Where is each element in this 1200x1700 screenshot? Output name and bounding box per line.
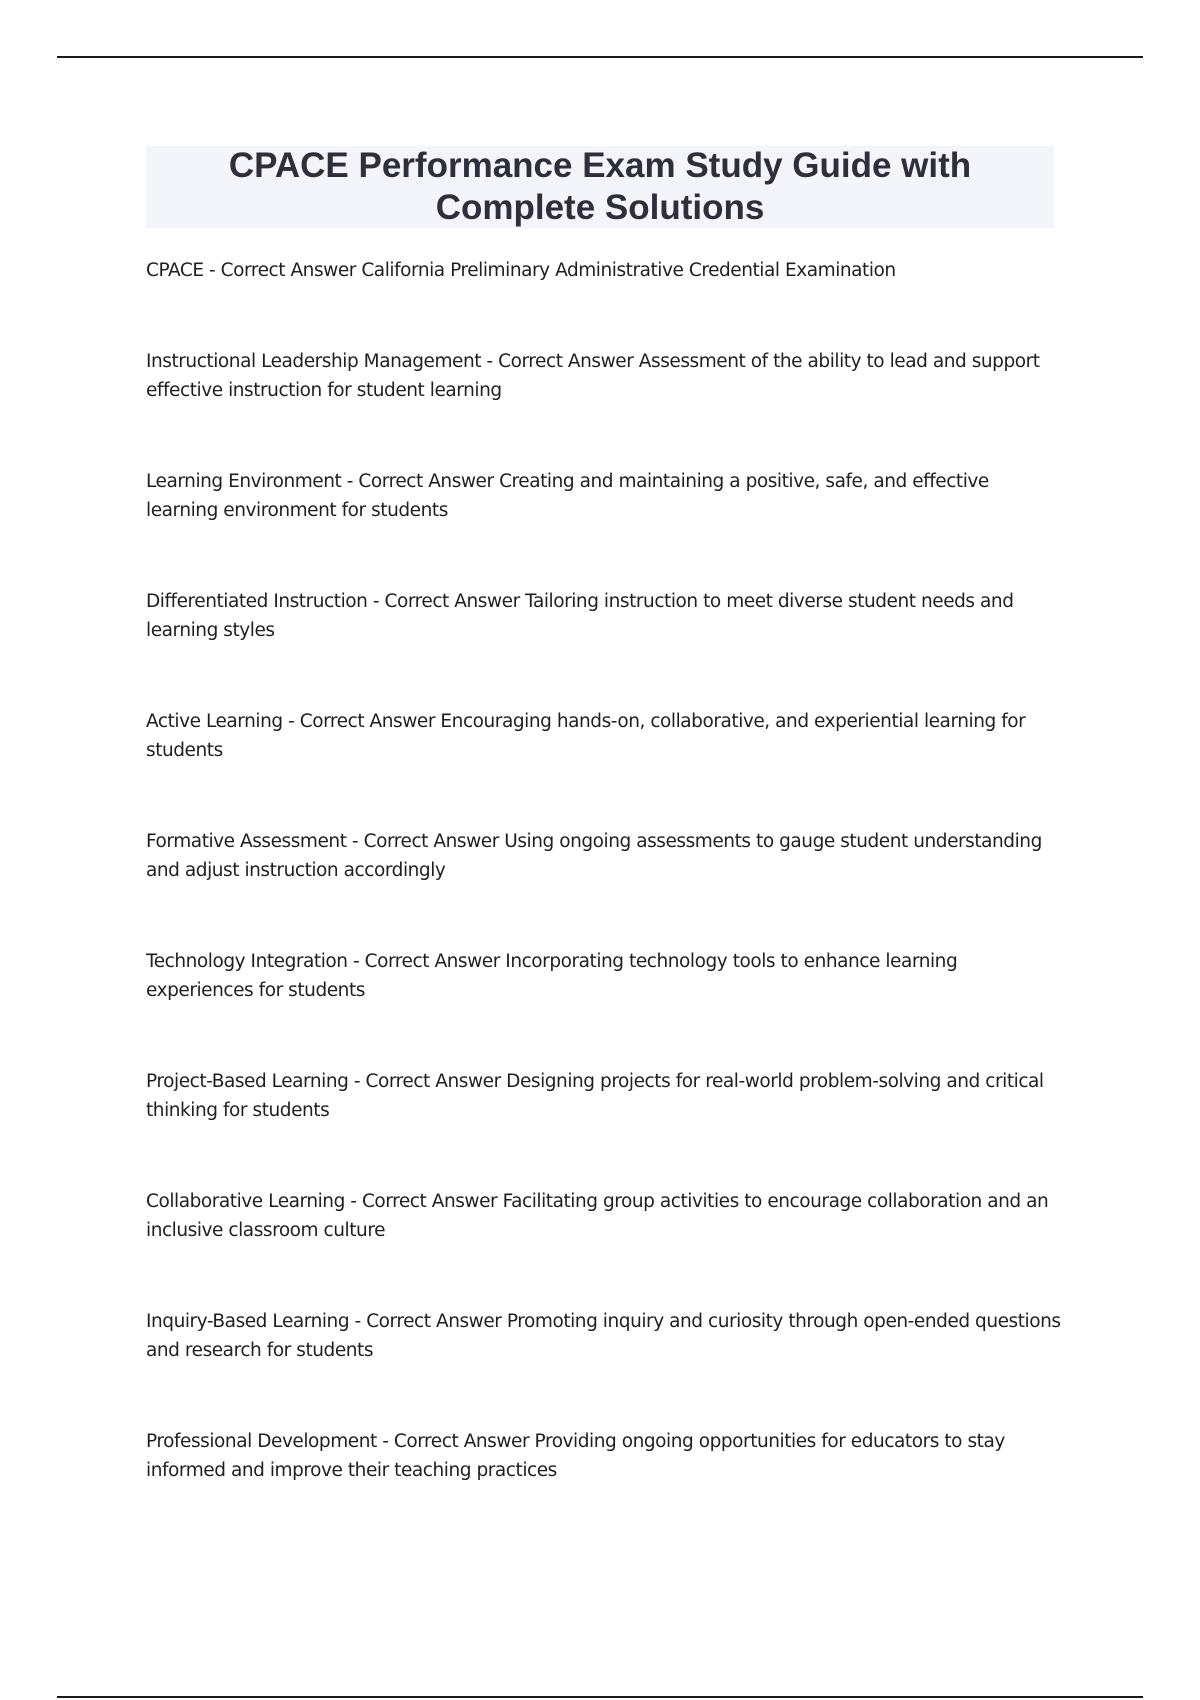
study-entry: Learning Environment - Correct Answer Creating and maintaining a positive, safe, and effective learning environment for students bbox=[146, 471, 989, 521]
study-entry: Differentiated Instruction - Correct Answer Tailoring instruction to meet diverse student needs and learning styles bbox=[146, 591, 1014, 641]
study-entry: Active Learning - Correct Answer Encouraging hands-on, collaborative, and experiential learning for students bbox=[146, 711, 1026, 761]
study-entry: Professional Development - Correct Answer Providing ongoing opportunities for educators to stay informed and improve their teaching practices bbox=[146, 1431, 1005, 1481]
study-entry: CPACE - Correct Answer California Preliminary Administrative Credential Examination bbox=[146, 260, 896, 281]
title-banner bbox=[146, 146, 1054, 228]
study-entry: Project-Based Learning - Correct Answer Designing projects for real-world problem-solving and critical thinking for students bbox=[146, 1071, 1044, 1121]
study-entry: Technology Integration - Correct Answer Incorporating technology tools to enhance learning experiences for students bbox=[146, 951, 958, 1001]
header-divider bbox=[57, 56, 1143, 58]
page-title: CPACE Performance Exam Study Guide with Complete Solutions bbox=[228, 146, 972, 227]
study-entry: Inquiry-Based Learning - Correct Answer Promoting inquiry and curiosity through open-ended questions and research for students bbox=[146, 1311, 1061, 1361]
study-entry: Instructional Leadership Management - Correct Answer Assessment of the ability to lead and support effective instruction for student learning bbox=[146, 351, 1040, 401]
study-entry: Collaborative Learning - Correct Answer Facilitating group activities to encourage collaboration and an inclusive classroom culture bbox=[146, 1191, 1049, 1241]
footer-divider bbox=[57, 1696, 1143, 1698]
study-entry: Formative Assessment - Correct Answer Using ongoing assessments to gauge student understanding and adjust instruction accordingly bbox=[146, 831, 1042, 881]
study-entries-list bbox=[146, 256, 1061, 1547]
